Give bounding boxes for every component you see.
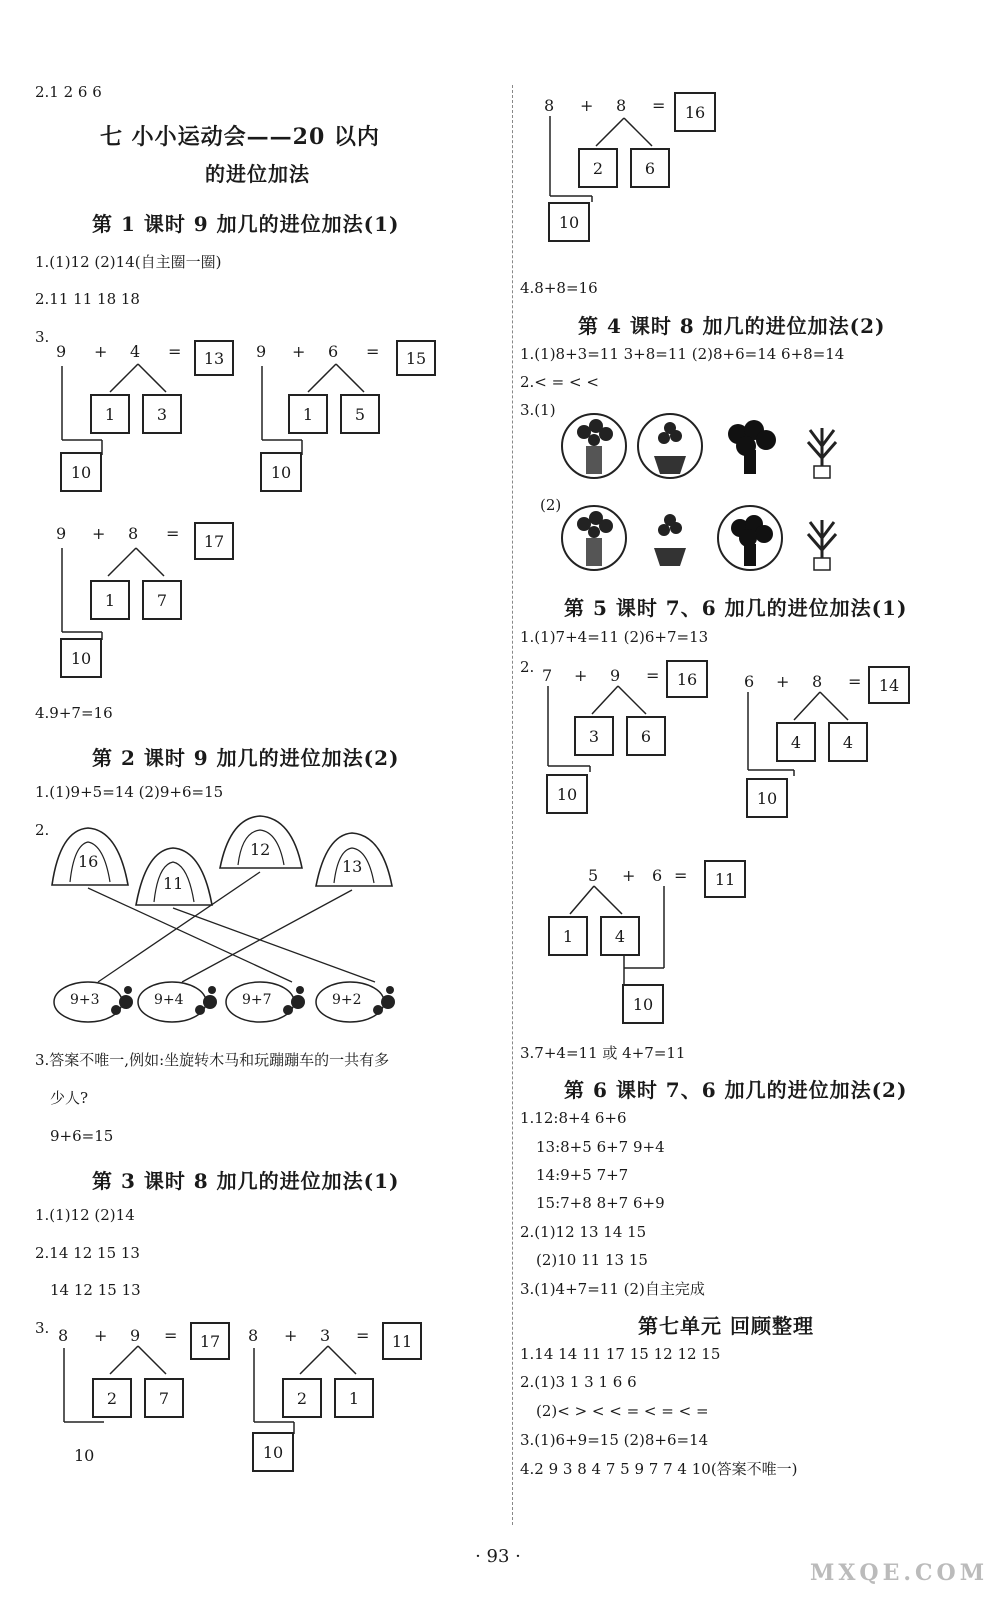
- addend: 6: [652, 866, 663, 885]
- sum-box: 15: [396, 340, 436, 376]
- equals-sign: =: [652, 96, 666, 115]
- right-column: [520, 0, 980, 1520]
- answer-line: 13:8+5 6+7 9+4: [536, 1138, 665, 1156]
- answer-line: (2): [540, 496, 562, 514]
- sum-box: 17: [194, 522, 234, 560]
- ten-box: 10: [546, 774, 588, 814]
- split-box: 4: [776, 722, 816, 762]
- addend: 8: [616, 96, 627, 115]
- split-box: 6: [626, 716, 666, 756]
- plus-sign: +: [92, 524, 106, 543]
- addition-diagram: [540, 90, 740, 250]
- ant-expression: 9+7: [242, 992, 272, 1008]
- plus-sign: +: [622, 866, 636, 885]
- ant-expression: 9+4: [154, 992, 184, 1008]
- lesson-title: 第 6 课时 7、6 加几的进位加法(2): [564, 1078, 908, 1102]
- answer-line: 2.11 11 18 18: [35, 290, 140, 308]
- answer-line: 1.14 14 11 17 15 12 12 15: [520, 1345, 721, 1363]
- addend: 5: [588, 866, 599, 885]
- equals-sign: =: [674, 866, 688, 885]
- addition-diagram: [50, 340, 250, 500]
- equals-sign: =: [366, 342, 380, 361]
- addition-diagram: [548, 860, 768, 1030]
- answer-line: 1.(1)12 (2)14: [35, 1206, 135, 1224]
- ant-expression: 9+3: [70, 992, 100, 1008]
- plus-sign: +: [776, 672, 790, 691]
- split-box: 2: [578, 148, 618, 188]
- column-divider: [512, 85, 513, 1525]
- left-column: [30, 0, 505, 1520]
- answer-line: 3.7+4=11 或 4+7=11: [520, 1044, 686, 1062]
- ten-box: 10: [622, 984, 664, 1024]
- tent-number: 12: [250, 840, 271, 859]
- sum-box: 13: [194, 340, 234, 376]
- equals-sign: =: [168, 342, 182, 361]
- addend: 8: [812, 672, 823, 691]
- answer-line: 1.12:8+4 6+6: [520, 1109, 627, 1127]
- answer-line: 1.(1)7+4=11 (2)6+7=13: [520, 628, 709, 646]
- split-box: 1: [90, 580, 130, 620]
- plus-sign: +: [284, 1326, 298, 1345]
- answer-line: 14:9+5 7+7: [536, 1166, 629, 1184]
- split-box: 1: [288, 394, 328, 434]
- addend: 4: [130, 342, 141, 361]
- answer-line: 14 12 15 13: [50, 1281, 141, 1299]
- plants-row-2: [560, 500, 860, 580]
- tent-number: 11: [163, 874, 184, 893]
- answer-line: 4.2 9 3 8 4 7 5 9 7 7 4 10(答案不唯一): [520, 1460, 798, 1478]
- ten-value: 10: [74, 1446, 95, 1465]
- answer-line: 4.8+8=16: [520, 279, 598, 297]
- split-box: 7: [144, 1378, 184, 1418]
- split-box: 5: [340, 394, 380, 434]
- sum-box: 16: [666, 660, 708, 698]
- ten-box: 10: [260, 452, 302, 492]
- addition-diagram: [52, 1322, 252, 1472]
- plus-sign: +: [94, 1326, 108, 1345]
- answer-line: 1.(1)8+3=11 3+8=11 (2)8+6=14 6+8=14: [520, 345, 845, 363]
- addend: 9: [256, 342, 267, 361]
- equals-sign: =: [166, 524, 180, 543]
- addition-diagram: [242, 1322, 442, 1482]
- addend: 8: [58, 1326, 69, 1345]
- addend: 9: [56, 524, 67, 543]
- addition-diagram: [50, 522, 250, 682]
- ant-expression: 9+2: [332, 992, 362, 1008]
- lesson-title: 第 5 课时 7、6 加几的进位加法(1): [564, 596, 908, 620]
- answer-line: 1.(1)9+5=14 (2)9+6=15: [35, 783, 224, 801]
- split-box: 3: [574, 716, 614, 756]
- answer-line: 1.(1)12 (2)14(自主圈一圈): [35, 253, 222, 271]
- answer-line: (2)< > < < = < = < =: [536, 1402, 709, 1420]
- answer-line: 3.: [35, 328, 50, 346]
- page-number: · 93 ·: [475, 1546, 521, 1567]
- review-title: 第七单元 回顾整理: [638, 1314, 814, 1338]
- watermark: MXQE.COM: [810, 1560, 989, 1586]
- lesson-title: 第 2 课时 9 加几的进位加法(2): [92, 746, 400, 770]
- sum-box: 11: [704, 860, 746, 898]
- lesson-title: 第 3 课时 8 加几的进位加法(1): [92, 1169, 400, 1193]
- addend: 6: [328, 342, 339, 361]
- ten-box: 10: [60, 638, 102, 678]
- ten-box: 10: [252, 1432, 294, 1472]
- answer-line: 3.答案不唯一,例如:坐旋转木马和玩蹦蹦车的一共有多: [35, 1051, 390, 1069]
- split-box: 1: [548, 916, 588, 956]
- answer-line: 2.(1)3 1 3 1 6 6: [520, 1373, 637, 1391]
- ten-box: 10: [746, 778, 788, 818]
- answer-line: (2)10 11 13 15: [536, 1251, 648, 1269]
- answer-line: 3.(1)6+9=15 (2)8+6=14: [520, 1431, 709, 1449]
- split-box: 4: [828, 722, 868, 762]
- equals-sign: =: [356, 1326, 370, 1345]
- addition-diagram: [742, 666, 942, 826]
- unit-title-line2: 的进位加法: [205, 162, 310, 186]
- plus-sign: +: [574, 666, 588, 685]
- tent-number: 13: [342, 857, 363, 876]
- answer-line: 2.: [35, 821, 50, 839]
- addition-diagram: [250, 340, 450, 500]
- addend: 9: [610, 666, 621, 685]
- addend: 3: [320, 1326, 331, 1345]
- tent-number: 16: [78, 852, 99, 871]
- sum-box: 11: [382, 1322, 422, 1360]
- sum-box: 16: [674, 92, 716, 132]
- answer-line: 4.9+7=16: [35, 704, 113, 722]
- split-box: 1: [90, 394, 130, 434]
- answer-line: 3.: [35, 1319, 50, 1337]
- unit-title: 七 小小运动会——20 以内: [100, 124, 380, 150]
- sum-box: 17: [190, 1322, 230, 1360]
- ten-box: 10: [60, 452, 102, 492]
- plants-row-1: [560, 408, 860, 488]
- answer-line: 2.(1)12 13 14 15: [520, 1223, 647, 1241]
- lesson-title: 第 4 课时 8 加几的进位加法(2): [578, 314, 886, 338]
- addend: 9: [130, 1326, 141, 1345]
- answer-line: 15:7+8 8+7 6+9: [536, 1194, 665, 1212]
- lesson-title: 第 1 课时 9 加几的进位加法(1): [92, 212, 400, 236]
- sum-box: 14: [868, 666, 910, 704]
- split-box: 7: [142, 580, 182, 620]
- equals-sign: =: [646, 666, 660, 685]
- answer-line: 3.(1): [520, 401, 556, 419]
- split-box: 4: [600, 916, 640, 956]
- split-box: 6: [630, 148, 670, 188]
- plus-sign: +: [292, 342, 306, 361]
- answer-line: 2.< = < <: [520, 373, 599, 391]
- answer-line: 2.14 12 15 13: [35, 1244, 140, 1262]
- split-box: 1: [334, 1378, 374, 1418]
- answer-line: 少人?: [50, 1089, 89, 1107]
- ten-box: 10: [548, 202, 590, 242]
- answer-line: 2.: [520, 658, 535, 676]
- tent-ant-matching: [30, 810, 500, 1040]
- split-box: 2: [92, 1378, 132, 1418]
- plus-sign: +: [94, 342, 108, 361]
- addend: 7: [542, 666, 553, 685]
- addition-diagram: [538, 660, 738, 820]
- addend: 8: [128, 524, 139, 543]
- equals-sign: =: [164, 1326, 178, 1345]
- split-box: 2: [282, 1378, 322, 1418]
- plus-sign: +: [580, 96, 594, 115]
- answer-line: 3.(1)4+7=11 (2)自主完成: [520, 1280, 705, 1298]
- split-box: 3: [142, 394, 182, 434]
- equals-sign: =: [848, 672, 862, 691]
- addend: 6: [744, 672, 755, 691]
- answer-line: 9+6=15: [50, 1127, 114, 1145]
- addend: 8: [248, 1326, 259, 1345]
- answer-line: 2.1 2 6 6: [35, 83, 102, 101]
- addend: 8: [544, 96, 555, 115]
- addend: 9: [56, 342, 67, 361]
